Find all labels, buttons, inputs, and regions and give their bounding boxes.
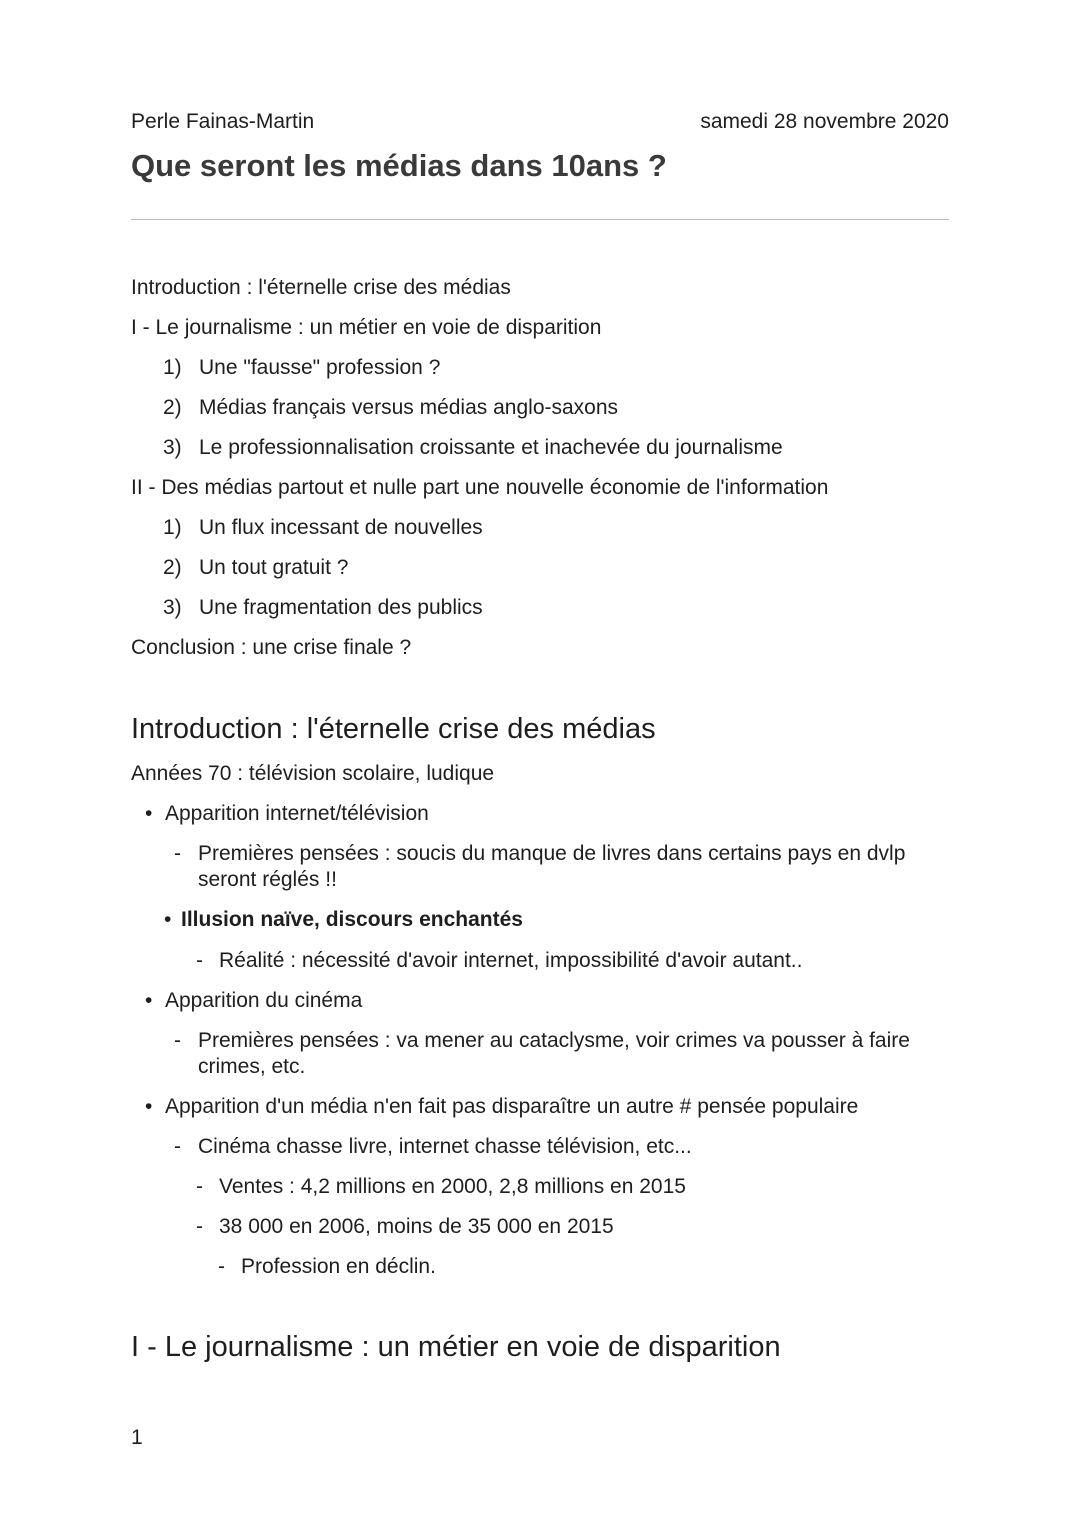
toc-item-number: 1) [163, 516, 182, 539]
dash-item-continuation: seront réglés !! [198, 868, 337, 891]
bullet-item-bold: Illusion naïve, discours enchantés [181, 908, 523, 931]
document-date: samedi 28 novembre 2020 [700, 110, 949, 133]
toc-item-number: 1) [163, 356, 182, 379]
toc-item-text: Un flux incessant de nouvelles [199, 516, 483, 539]
page-number: 1 [131, 1426, 143, 1449]
dash-icon: - [196, 1215, 203, 1238]
dash-icon: - [174, 1029, 181, 1052]
dash-item: 38 000 en 2006, moins de 35 000 en 2015 [219, 1215, 614, 1238]
toc-item-number: 2) [163, 396, 182, 419]
bullet-icon: • [145, 1095, 153, 1118]
toc-item-text: Une fragmentation des publics [199, 596, 483, 619]
dash-item: Premières pensées : soucis du manque de livres dans certains pays en dvlp [198, 842, 906, 865]
dash-icon: - [174, 1135, 181, 1158]
bullet-icon: • [145, 989, 153, 1012]
bullet-icon: • [164, 908, 172, 931]
dash-item: Réalité : nécessité d'avoir internet, impossibilité d'avoir autant.. [219, 949, 803, 972]
dash-item: Ventes : 4,2 millions en 2000, 2,8 millions en 2015 [219, 1175, 686, 1198]
toc-part2-item [163, 555, 348, 581]
toc-conclusion: Conclusion : une crise finale ? [131, 636, 412, 659]
toc-item-text: Une "fausse" profession ? [199, 356, 441, 379]
section-heading-introduction: Introduction : l'éternelle crise des médias [131, 713, 656, 745]
toc-part1-title: I - Le journalisme : un métier en voie de disparition [131, 316, 602, 339]
toc-part2-item [163, 595, 483, 621]
dash-icon: - [196, 949, 203, 972]
toc-intro: Introduction : l'éternelle crise des médias [131, 276, 511, 299]
section-heading-part1: I - Le journalisme : un métier en voie de disparition [131, 1331, 781, 1363]
toc-part1-item [163, 355, 440, 381]
toc-item-text: Le professionnalisation croissante et inachevée du journalisme [199, 436, 783, 459]
dash-item: Cinéma chasse livre, internet chasse télévision, etc... [198, 1135, 692, 1158]
dash-item: Profession en déclin. [241, 1255, 436, 1278]
dash-icon: - [218, 1255, 225, 1278]
toc-item-number: 3) [163, 596, 182, 619]
toc-item-number: 3) [163, 436, 182, 459]
toc-item-text: Médias français versus médias anglo-saxons [199, 396, 619, 419]
title-divider [131, 219, 949, 220]
toc-item-text: Un tout gratuit ? [199, 556, 349, 579]
dash-icon: - [196, 1175, 203, 1198]
toc-part2-item [163, 515, 483, 541]
toc-item-number: 2) [163, 556, 182, 579]
dash-item: Premières pensées : va mener au cataclysme, voir crimes va pousser à faire [198, 1029, 910, 1052]
toc-part1-item [163, 395, 618, 421]
bullet-icon: • [145, 802, 153, 825]
bullet-item: Apparition du cinéma [165, 989, 363, 1012]
bullet-item: Apparition internet/télévision [165, 802, 429, 825]
dash-icon: - [174, 842, 181, 865]
dash-item-continuation: crimes, etc. [198, 1055, 306, 1078]
toc-part2-title: II - Des médias partout et nulle part une nouvelle économie de l'information [131, 476, 829, 499]
page-title: Que seront les médias dans 10ans ? [131, 148, 667, 183]
bullet-item: Apparition d'un média n'en fait pas disparaître un autre # pensée populaire [165, 1095, 859, 1118]
toc-part1-item [163, 435, 783, 461]
author-name: Perle Fainas-Martin [131, 110, 315, 133]
intro-subtitle: Années 70 : télévision scolaire, ludique [131, 762, 495, 785]
